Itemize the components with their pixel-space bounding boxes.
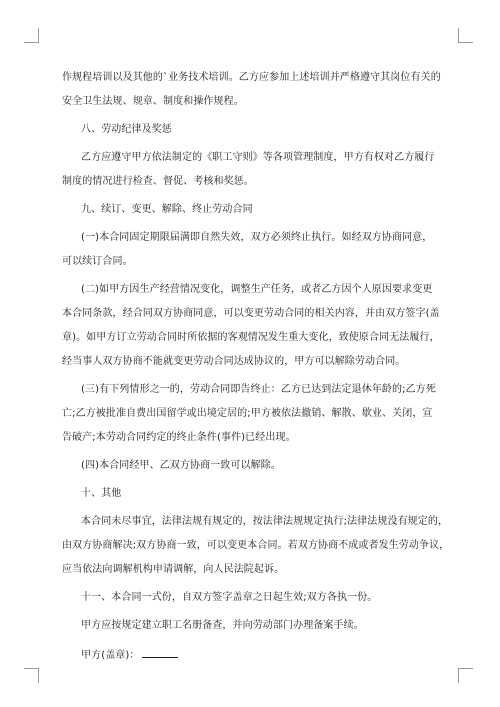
signature-blank (142, 647, 178, 658)
text-line: (一)本合同固定期限届满即自然失效，双方必须终止执行。如经双方协商同意， (81, 232, 433, 243)
text-line: 章)。如甲方订立劳动合同时所依据的客观情况发生重大变化，致使原合同无法履行， (62, 332, 440, 343)
text-line: 乙方应遵守甲方依法制定的《职工守则》等各项管理制度，甲方有权对乙方履行 (81, 152, 435, 163)
text-line: (二)如甲方因生产经营情况变化，调整生产任务，或者乙方因个人原因要求变更 (81, 284, 433, 295)
text-line: 安全卫生法规、规章、制度和操作规程。 (62, 96, 244, 107)
text-line: 可以续订合同。 (62, 256, 133, 267)
text-line: 制度的情况进行检查、督促、考核和奖惩。 (62, 176, 254, 187)
crop-mark-top-left (24, 28, 39, 43)
text-line: 本合同条款，经合同双方协商同意，可以变更劳动合同的相关内容，并由双方签字(盖 (62, 308, 440, 319)
section-heading: 九、续订、变更、解除、终止劳动合同 (81, 204, 253, 215)
section-heading: 八、劳动纪律及奖惩 (81, 124, 172, 135)
text-line: 亡;乙方被批准自费出国留学或出境定居的;甲方被依法撤销、解散、歇业、关闭，宣 (62, 408, 433, 419)
text-line: 应当依法向调解机构申请调解，向人民法院起诉。 (62, 564, 285, 575)
party-a-seal-label: 甲方(盖章)： (81, 650, 140, 661)
text-line: 告破产;本劳动合同约定的终止条件(事件)已经出现。 (62, 432, 296, 443)
crop-mark-bottom-right (458, 668, 473, 683)
text-line: 十一、本合同一式份，自双方签字盖章之日起生效;双方各执一份。 (81, 592, 378, 603)
signature-line (81, 647, 178, 661)
text-line: 本合同未尽事宜，法律法规有规定的，按法律法规规定执行;法律法规没有规定的， (81, 516, 449, 527)
text-line: 由双方协商解决;双方协商一致，可以变更本合同。若双方协商不成或者发生劳动争议， (62, 540, 450, 551)
crop-mark-top-right (458, 28, 473, 43)
text-line: (四)本合同经甲、乙双方协商一致可以解除。 (81, 460, 281, 471)
crop-mark-bottom-left (24, 668, 39, 683)
section-heading: 十、其他 (81, 488, 122, 499)
text-line: 甲方应按规定建立职工名册备查，并向劳动部门办理备案手续。 (81, 620, 364, 631)
text-line: (三)有下列情形之一的，劳动合同即告终止：乙方已达到法定退休年龄的;乙方死 (81, 384, 436, 395)
text-line: 经当事人双方协商不能就变更劳动合同达成协议的，甲方可以解除劳动合同。 (62, 356, 406, 367)
text-line: 作规程培训以及其他的`业务技术培训。乙方应参加上述培训并严格遵守其岗位有关的 (62, 72, 441, 83)
